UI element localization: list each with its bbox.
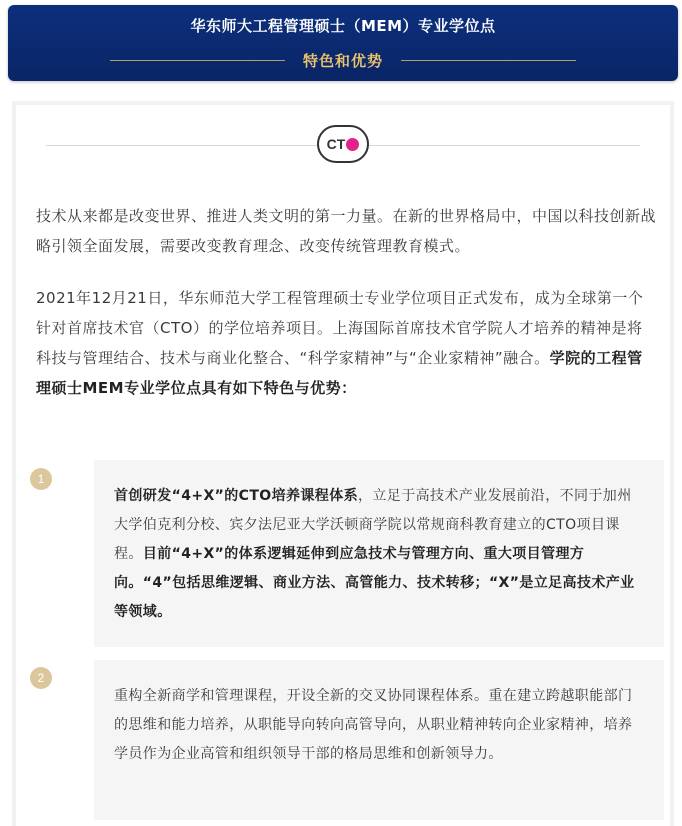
- feature-1-bold-b: 目前“4+X”的体系逻辑延伸到应急技术与管理方向、重大项目管理方向。“4”包括思维逻辑、商业方法、高管能力、技术转移；“X”是立足高技术产业等领域。: [114, 546, 635, 620]
- divider-left: [110, 60, 285, 61]
- feature-card-2: [94, 660, 664, 820]
- intro-paragraph-2-bold: 学院的工程管理硕士MEM专业学位点具有如下特色与优势：: [36, 349, 643, 397]
- cto-letter-t: T: [336, 136, 346, 152]
- intro-paragraph-2: [36, 283, 656, 403]
- cto-badge-row: [46, 125, 640, 165]
- content-panel: [12, 101, 674, 826]
- feature-card-1: [94, 460, 664, 647]
- feature-2-text: 重构全新商学和管理课程，开设全新的交叉协同课程体系。重在建立跨越职能部门的思维和能力培养，从职能导向转向高管导向，从职业精神转向企业家精神，培养学员作为企业高管和组织领导干部的格局思维和创新领导力。: [114, 688, 633, 762]
- subtitle-row: [8, 49, 678, 71]
- cto-letter-c: C: [326, 136, 337, 152]
- page-title: 华东师大工程管理硕士（MEM）专业学位点: [190, 17, 496, 35]
- header-banner: [8, 5, 678, 81]
- divider-right: [401, 60, 576, 61]
- intro-paragraph-2-text: 2021年12月21日，华东师范大学工程管理硕士专业学位项目正式发布，成为全球第一个针对首席技术官（CTO）的学位培养项目。上海国际首席技术官学院人才培养的精神是将科技与管理结合、技术与商业化整合、“科学家精神”与“企业家精神”融合。: [36, 289, 644, 367]
- page-subtitle: 特色和优势: [302, 51, 383, 70]
- cto-logo-icon: [317, 125, 369, 163]
- intro-paragraph-1: 技术从来都是改变世界、推进人类文明的第一力量。在新的世界格局中，中国以科技创新战略引领全面发展，需要改变教育理念、改变传统管理教育模式。: [36, 207, 657, 255]
- cto-o-dot-icon: [346, 138, 359, 151]
- feature-1-text: ，立足于高技术产业发展前沿，不同于加州大学伯克利分校、宾夕法尼亚大学沃顿商学院以常规商科教育建立的CTO项目课程。: [114, 488, 632, 562]
- feature-1-bold-a: 首创研发“4+X”的CTO培养课程体系: [114, 488, 358, 504]
- number-badge-1: 1: [30, 468, 52, 490]
- number-badge-2: 2: [30, 667, 52, 689]
